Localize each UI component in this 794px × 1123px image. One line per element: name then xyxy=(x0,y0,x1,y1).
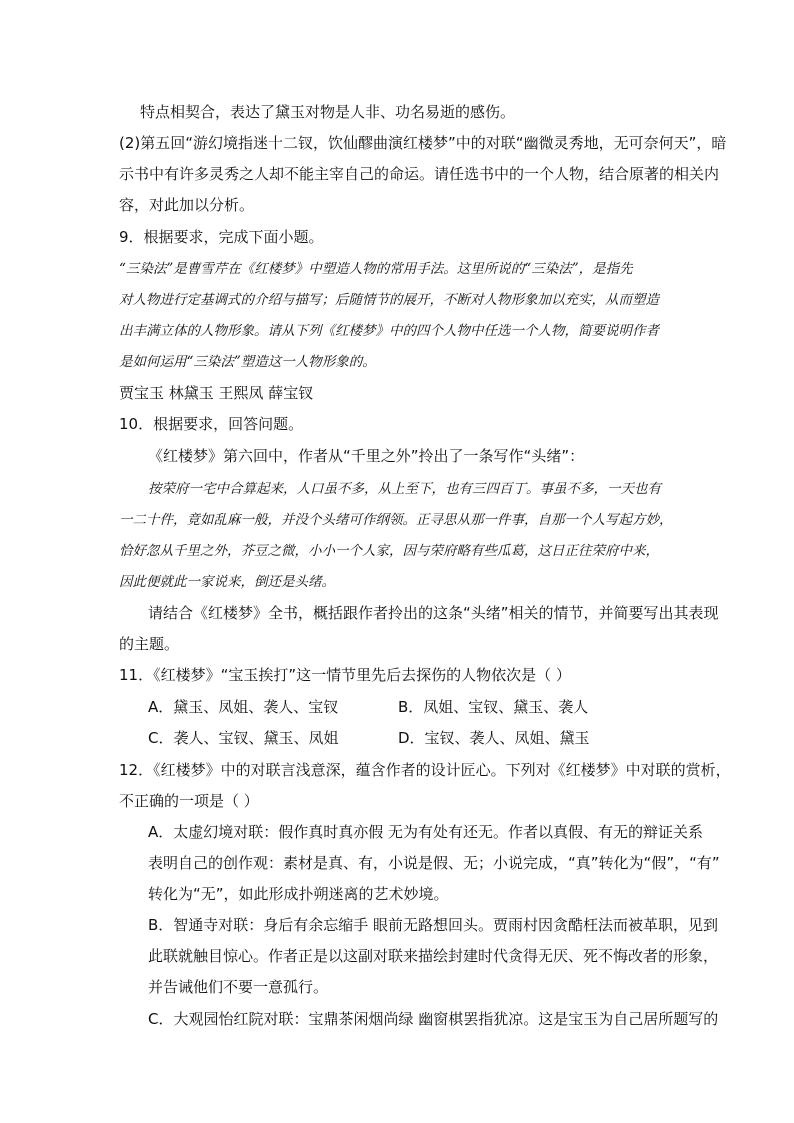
quote-line: 恰好忽从千里之外，芥豆之微，小小一个人家，因与荣府略有些瓜葛，这日正往荣府中来， xyxy=(119,543,659,559)
character-list: 贾宝玉 林黛玉 王熙凤 薛宝钗 xyxy=(119,384,314,402)
quote-line: 是如何运用“三染法”塑造这一人物形象的。 xyxy=(119,354,376,370)
quote-line: 对人物进行定基调式的介绍与描写；后随情节的展开，不断对人物形象加以充实，从而塑造 xyxy=(119,292,659,308)
paragraph-line: 《红楼梦》第六回中，作者从“千里之外”拎出了一条写作“头绪”： xyxy=(148,447,585,465)
paragraph-line: 的主题。 xyxy=(119,635,180,653)
question-12-title: 12．《红楼梦》中的对联言浅意深，蕴含作者的设计匠心。下列对《红楼梦》中对联的赏析， xyxy=(119,761,731,779)
option-b-line: B．智通寺对联：身后有余忘缩手 眼前无路想回头。贾雨村因贪酷枉法而被革职，见到 xyxy=(148,916,719,934)
option-b: B．凤姐、宝钗、黛玉、袭人 xyxy=(398,698,589,716)
option-d: D．宝钗、袭人、凤姐、黛玉 xyxy=(398,729,590,747)
question-9-title: 9．根据要求，完成下面小题。 xyxy=(119,228,324,246)
quote-line: 按荣府一宅中合算起来，人口虽不多，从上至下，也有三四百丁。事虽不多，一天也有 xyxy=(148,481,661,497)
question-8-2-line: (2)第五回“游幻境指迷十二钗，饮仙醪曲演红楼梦”中的对联“幽微灵秀地，无可奈何天”，暗 xyxy=(119,134,727,152)
question-10-title: 10．根据要求，回答问题。 xyxy=(119,415,304,433)
paragraph-line: 不正确的一项是（ ） xyxy=(119,792,259,810)
quote-line: “三染法”是曹雪芹在《红楼梦》中塑造人物的常用手法。这里所说的“三染法”，是指先 xyxy=(119,261,633,277)
paragraph-line: 示书中有许多灵秀之人却不能主宰自己的命运。请任选书中的一个人物，结合原著的相关内 xyxy=(119,165,720,183)
option-c: C．袭人、宝钗、黛玉、凤姐 xyxy=(148,729,339,747)
option-a-line: 表明自己的创作观：素材是真、有，小说是假、无；小说完成，“真”转化为“假”，“有” xyxy=(148,854,720,872)
quote-line: 因此便就此一家说来，倒还是头绪。 xyxy=(119,574,335,590)
quote-line: 出丰满立体的人物形象。请从下列《红楼梦》中的四个人物中任选一个人物，简要说明作者 xyxy=(119,323,659,339)
option-b-line: 并告诫他们不要一意孤行。 xyxy=(148,978,329,996)
option-c-line: C．大观园怡红院对联：宝鼎茶闲烟尚绿 幽窗棋罢指犹凉。这是宝玉为自己居所题写的 xyxy=(148,1010,719,1028)
option-b-line: 此联就触目惊心。作者正是以这副对联来描绘封建时代贪得无厌、死不悔改者的形象， xyxy=(148,947,719,965)
question-11-title: 11．《红楼梦》“宝玉挨打”这一情节里先后去探伤的人物依次是（ ） xyxy=(119,666,571,684)
option-a: A．黛玉、凤姐、袭人、宝钗 xyxy=(148,698,339,716)
paragraph-line: 容，对此加以分析。 xyxy=(119,196,255,214)
option-a-line: 转化为“无”，如此形成扑朔迷离的艺术妙境。 xyxy=(148,885,449,903)
option-a-line: A．太虚幻境对联：假作真时真亦假 无为有处有还无。作者以真假、有无的辩证关系 xyxy=(148,823,704,841)
quote-line: 一二十件，竟如乱麻一般，并没个头绪可作纲领。正寻思从那一件事，自那一个人写起方妙， xyxy=(119,512,673,528)
paragraph-line: 特点相契合，表达了黛玉对物是人非、功名易逝的感伤。 xyxy=(140,103,516,121)
paragraph-line: 请结合《红楼梦》全书，概括跟作者拎出的这条“头绪”相关的情节，并简要写出其表现 xyxy=(148,604,719,622)
